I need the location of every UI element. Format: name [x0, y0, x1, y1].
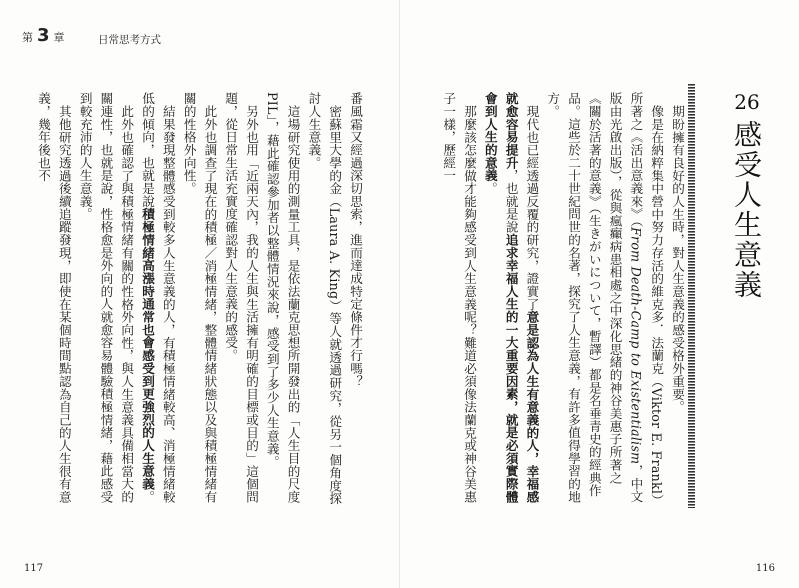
right-p2-text-b: ，中文版由光啟出版），從與瘋癲病患相處之中深化思緒的神谷美惠子所著之《關於活著的意義》（生きがいについて，暫譯）都是名垂青史的經典作品。這些於二十世紀問世的名著，探究了人生意義，有許多值得學習的地方。: [545, 92, 644, 504]
chapter-prefix: 第: [22, 31, 33, 44]
section-number: 26: [734, 90, 760, 114]
chapter-suffix: 章: [53, 31, 65, 44]
right-page-body: [391, 92, 687, 508]
right-p3-text-a: 現代也已經透過反覆的研究，證實了: [524, 104, 540, 311]
page-number-left: 117: [24, 563, 44, 574]
left-paragraph-8: 其他研究透過後續追蹤發現，即使在某個時間點認為自己的人生很有意義，幾年後也不: [36, 92, 72, 503]
left-paragraph-2: 密蘇里大學的金（Laura A. King）等人就透過研究，從另一個角度探討人生意義。: [306, 92, 343, 505]
left-p6-bold: 積極情緒高漲時通常也會感受到更強烈的人生意義: [140, 207, 156, 491]
left-p6-text-a: 結果發現整體感受到較多人生意義的人，有積極情緒較高、消極情緒較低的傾向，也就是說: [140, 92, 176, 503]
right-p2-text-a: 像是在納粹集中營中努力存活的維克多．法蘭克（Viktor E. Frankl）所著之《活出意義來》（: [628, 92, 665, 507]
left-paragraph-1: 番風霜又經過深切思索，進而達成特定條件才行嗎？: [348, 92, 363, 388]
left-paragraph-5: 此外也調查了現在的積極／消極情緒，整體情緒狀態以及與積極情緒有關的性格外向性。: [181, 92, 218, 503]
left-paragraph-7: 此外也確認了與積極情緒有關的性格外向性，與人生意義具備相當大的關連性，也就是說，性格愈是外向的人就愈容易體驗積極情緒，藉此感受到較充沛的人生意義。: [77, 92, 135, 504]
left-paragraph-3: 這場研究使用的測量工具，是依法蘭克思想所開發出的「人生目的尺度PIL」，藉此確認參加者以整體情況來說，感受到了多少人生意義。: [264, 92, 301, 503]
left-p6-text-b: 。: [140, 490, 156, 504]
chapter-number: 3: [37, 25, 50, 46]
left-page-body: [23, 92, 365, 508]
right-paragraph-4: 那麼該怎麼做才能夠感受到人生意義呢？難道必須像法蘭克或神谷美惠子一樣，歷經一: [441, 92, 478, 503]
decorative-vertical-bar: [688, 84, 695, 508]
right-p3-bold-1: 意是認為人生有意義的人，幸福感就愈容易提升: [503, 92, 540, 503]
right-p3-bold-2: 追求幸福人生的一大重要因素，就是必須實際體會到人生的意義: [482, 92, 519, 504]
left-paragraph-4: 另外也用「近兩天內，我的人生與生活擁有明確的目標或目的」這個問題，從日常生活充實度確認對人生意義的感受。: [223, 92, 260, 503]
right-p2-book-title: From Death-Camp to Existentialism: [628, 227, 644, 465]
right-paragraph-1: 期盼擁有良好的人生時，對人生意義的感受格外重要。: [670, 104, 685, 413]
page-number-right: 116: [755, 563, 775, 574]
right-p3-text-b: ，也就是說: [503, 169, 519, 234]
section-title: 感受人生意義: [730, 120, 763, 300]
right-paragraph-2: [541, 92, 666, 508]
right-p3-text-c: 。: [482, 181, 498, 195]
right-paragraph-3: [479, 92, 541, 508]
running-head-title: 日常思考方式: [98, 34, 161, 46]
left-paragraph-6: [136, 92, 178, 508]
chapter-label: [22, 25, 65, 46]
